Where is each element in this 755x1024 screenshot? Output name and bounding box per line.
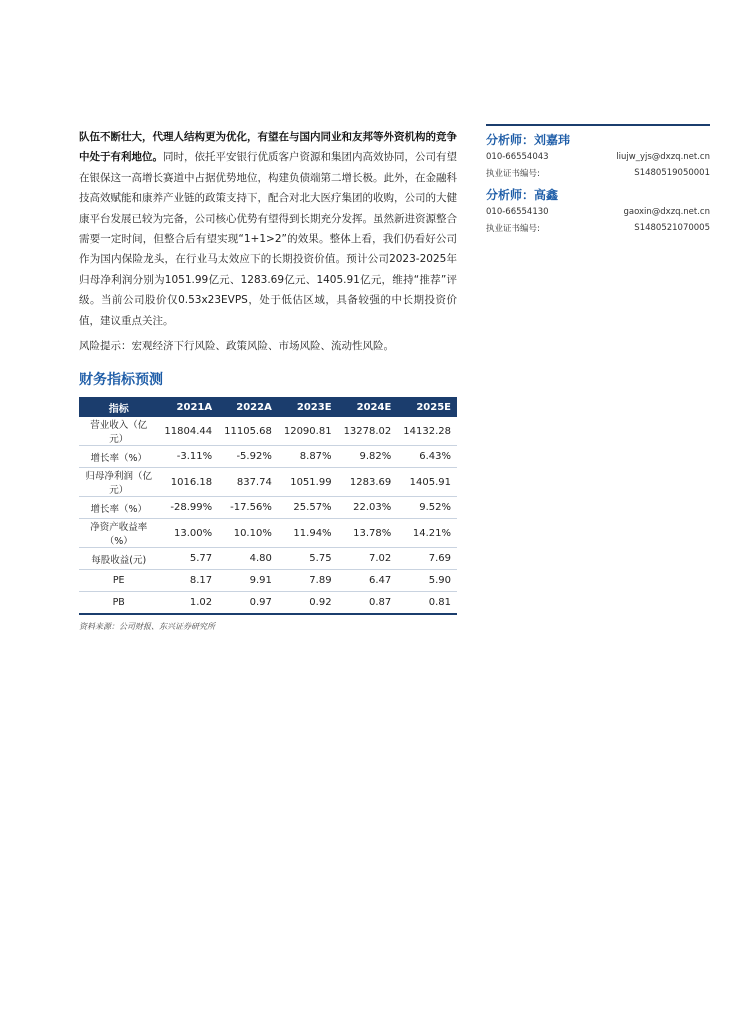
table-cell: 13.00%: [158, 519, 218, 548]
table-cell: 8.17: [158, 570, 218, 592]
table-cell: 7.02: [338, 548, 398, 570]
table-cell: 1405.91: [397, 468, 457, 497]
analyst-cert-row: [486, 165, 710, 181]
table-cell: 9.52%: [397, 497, 457, 519]
table-cell: 837.74: [218, 468, 278, 497]
table-cell: 13.78%: [338, 519, 398, 548]
summary-body: 同时，依托平安银行优质客户资源和集团内高效协同，公司有望在银保这一高增长赛道中占据优势地位，构建负债端第二增长极。此外，在金融科技高效赋能和康养产业链的政策支持下，配合对北大医疗集团的收购，公司的大健康平台发展已较为完备，公司核心优势有望得到长期充分发挥。虽然新进资源整合需要一定时间，但整合后有望实现“1+1>2”的效果。整体上看，我们仍看好公司作为国内保险龙头，在行业马太效应下的长期投资价值。预计公司2023-2025年归母净利润分别为1051.99亿元、1283.69亿元、1405.91亿元，维持“推荐”评级。当前公司股价仅0.53x23EVPS，处于低估区域，具备较强的中长期投资价值，建议重点关注。: [79, 151, 457, 327]
row-label: 增长率（%）: [79, 446, 158, 468]
analyst-cert-row: [486, 220, 710, 236]
analyst-contact-row: [486, 149, 710, 165]
table-row: [79, 548, 457, 570]
cert-number: S1480521070005: [634, 223, 710, 233]
table-row: [79, 446, 457, 468]
table-cell: 11105.68: [218, 417, 278, 446]
table-cell: 6.43%: [397, 446, 457, 468]
row-label: 增长率（%）: [79, 497, 158, 519]
table-cell: 10.10%: [218, 519, 278, 548]
table-cell: 7.89: [278, 570, 338, 592]
table-cell: 11804.44: [158, 417, 218, 446]
row-label: PE: [79, 570, 158, 592]
table-cell: 9.82%: [338, 446, 398, 468]
table-row: [79, 497, 457, 519]
table-cell: 22.03%: [338, 497, 398, 519]
table-cell: -17.56%: [218, 497, 278, 519]
table-cell: 5.77: [158, 548, 218, 570]
table-cell: 9.91: [218, 570, 278, 592]
summary-paragraph: [79, 127, 457, 331]
summary-bold-lead: 队伍不断壮大，代理人结构更为优化，有望在与国内同业和友邦等外资机构的竞争中处于有利地位。: [79, 131, 457, 164]
table-cell: 1016.18: [158, 468, 218, 497]
table-cell: 5.90: [397, 570, 457, 592]
analyst-email[interactable]: gaoxin@dxzq.net.cn: [623, 207, 710, 217]
sidebar-divider: [486, 124, 710, 126]
table-cell: 0.87: [338, 592, 398, 615]
analyst-phone: 010-66554130: [486, 207, 549, 217]
table-cell: 7.69: [397, 548, 457, 570]
table-cell: 1.02: [158, 592, 218, 615]
cert-number: S1480519050001: [634, 168, 710, 178]
analyst-sidebar: [486, 124, 710, 236]
table-cell: 0.81: [397, 592, 457, 615]
table-cell: 14132.28: [397, 417, 457, 446]
table-cell: -5.92%: [218, 446, 278, 468]
analyst-email[interactable]: liujw_yjs@dxzq.net.cn: [616, 152, 710, 162]
row-label: PB: [79, 592, 158, 615]
analyst-contact-row: [486, 204, 710, 220]
table-header-row: [79, 397, 457, 417]
table-row: [79, 468, 457, 497]
row-label: 营业收入（亿元）: [79, 417, 158, 446]
table-header-cell: 2025E: [397, 397, 457, 417]
table-header-cell: 2023E: [278, 397, 338, 417]
row-label: 归母净利润（亿元）: [79, 468, 158, 497]
table-cell: 5.75: [278, 548, 338, 570]
cert-label: 执业证书编号:: [486, 169, 540, 179]
financial-forecast-table: [79, 397, 457, 615]
table-row: [79, 592, 457, 615]
analyst-title: 分析师：刘嘉玮: [486, 133, 571, 147]
table-cell: 11.94%: [278, 519, 338, 548]
row-label: 每股收益(元): [79, 548, 158, 570]
table-cell: 6.47: [338, 570, 398, 592]
section-title: 财务指标预测: [79, 372, 163, 389]
table-cell: 1051.99: [278, 468, 338, 497]
table-cell: 13278.02: [338, 417, 398, 446]
table-cell: 4.80: [218, 548, 278, 570]
table-row: [79, 417, 457, 446]
row-label: 净资产收益率（%）: [79, 519, 158, 548]
analyst-title: 分析师：高鑫: [486, 188, 559, 202]
table-cell: 1283.69: [338, 468, 398, 497]
table-header-cell: 指标: [79, 397, 158, 417]
table-row: [79, 570, 457, 592]
analyst-phone: 010-66554043: [486, 152, 549, 162]
table-cell: -28.99%: [158, 497, 218, 519]
table-cell: 0.92: [278, 592, 338, 615]
table-header-cell: 2024E: [338, 397, 398, 417]
cert-label: 执业证书编号:: [486, 224, 540, 234]
table-cell: 25.57%: [278, 497, 338, 519]
table-header-cell: 2021A: [158, 397, 218, 417]
risk-note: 风险提示：宏观经济下行风险、政策风险、市场风险、流动性风险。: [79, 340, 394, 353]
table-cell: 14.21%: [397, 519, 457, 548]
main-column: [79, 127, 457, 632]
table-cell: -3.11%: [158, 446, 218, 468]
table-cell: 12090.81: [278, 417, 338, 446]
table-header-cell: 2022A: [218, 397, 278, 417]
table-cell: 0.97: [218, 592, 278, 615]
table-cell: 8.87%: [278, 446, 338, 468]
table-row: [79, 519, 457, 548]
data-source-note: 资料来源：公司财报、东兴证券研究所: [79, 622, 215, 632]
